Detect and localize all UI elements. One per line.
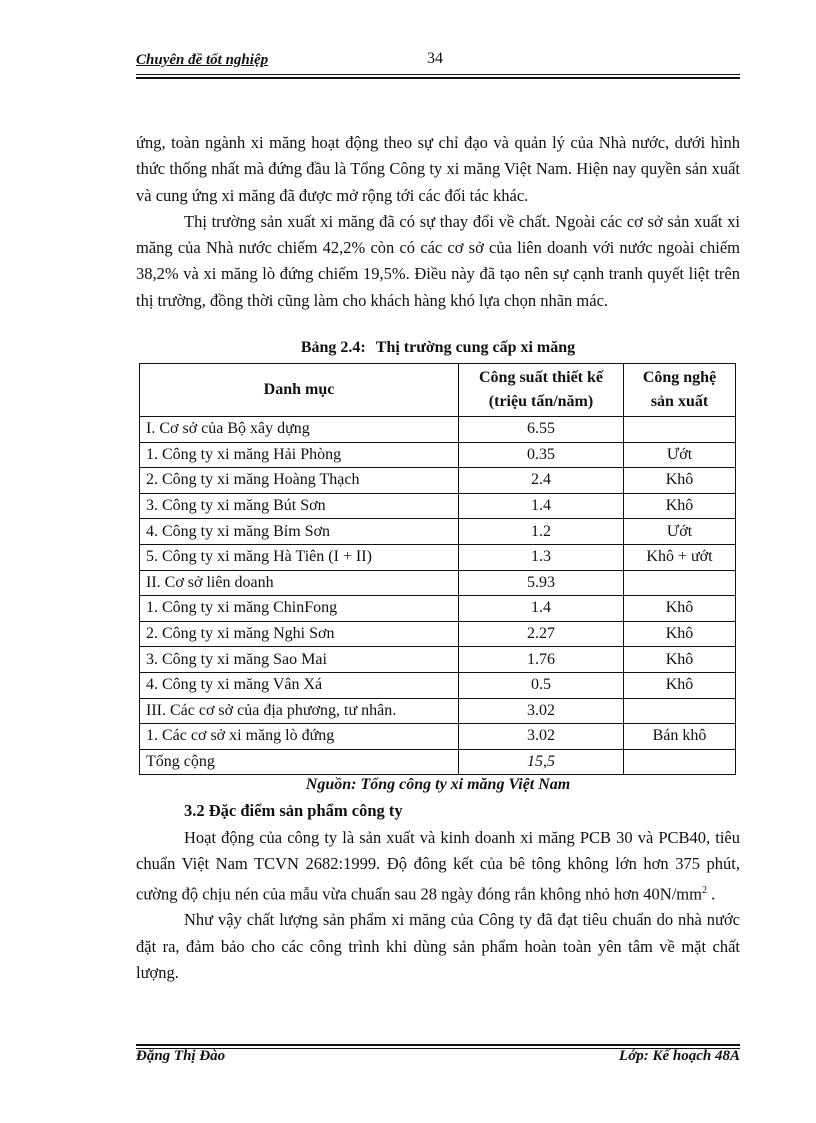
row-name: 1. Công ty xi măng ChinFong bbox=[140, 596, 459, 622]
table-row bbox=[140, 647, 736, 673]
row-name: II. Cơ sở liên doanh bbox=[140, 570, 459, 596]
row-tech: Khô bbox=[624, 493, 736, 519]
row-capacity: 1.3 bbox=[459, 544, 624, 570]
footer-class: Lớp: Kế hoạch 48A bbox=[619, 1048, 740, 1064]
row-tech: Ướt bbox=[624, 519, 736, 545]
row-name: III. Các cơ sở của địa phương, tư nhân. bbox=[140, 698, 459, 724]
row-capacity: 6.55 bbox=[459, 417, 624, 443]
row-capacity: 1.2 bbox=[459, 519, 624, 545]
row-capacity: 3.02 bbox=[459, 698, 624, 724]
section-heading: 3.2 Đặc điểm sản phẩm công ty bbox=[184, 801, 403, 820]
section-paragraph-2: Như vậy chất lượng sản phẩm xi măng của Công ty đã đạt tiêu chuẩn do nhà nước đặt ra, đảm bảo cho các công trình khi dùng sản phẩm hoàn toàn yên tâm về mặt chất lượng. bbox=[136, 910, 740, 982]
row-name: I. Cơ sở của Bộ xây dựng bbox=[140, 417, 459, 443]
header-tech bbox=[624, 364, 736, 417]
section-paragraphs bbox=[136, 825, 740, 986]
row-tech bbox=[624, 570, 736, 596]
row-tech: Khô bbox=[624, 672, 736, 698]
footer-author: Đặng Thị Đào bbox=[136, 1048, 226, 1064]
row-capacity: 2.4 bbox=[459, 468, 624, 494]
table-source: Nguồn: Tổng công ty xi măng Việt Nam bbox=[305, 776, 571, 793]
row-tech: Khô + ướt bbox=[624, 544, 736, 570]
paragraph-2: Thị trường sản xuất xi măng đã có sự thay đổi về chất. Ngoài các cơ sở sản xuất xi măng của Nhà nước chiếm 42,2% còn có các cơ sở của liên doanh với nước ngoài chiếm 38,2% và xi măng lò đứng chiếm 19,5%. Điều này đã tạo nên sự cạnh tranh quyết liệt trên thị trường, đồng thời cũng làm cho khách hàng khó lựa chọn nhãn mác. bbox=[136, 211, 740, 310]
cement-market-table bbox=[139, 363, 736, 775]
header-capacity-line1: Công suất thiết kế bbox=[478, 369, 603, 386]
total-tech bbox=[624, 749, 736, 775]
table-row bbox=[140, 442, 736, 468]
row-capacity: 1.4 bbox=[459, 493, 624, 519]
row-capacity: 3.02 bbox=[459, 724, 624, 750]
page-number: 34 bbox=[427, 50, 443, 67]
superscript: 2 bbox=[701, 884, 707, 896]
row-name: 2. Công ty xi măng Hoàng Thạch bbox=[140, 468, 459, 494]
section-paragraph-1 bbox=[136, 825, 740, 907]
table-row bbox=[140, 724, 736, 750]
table-row bbox=[140, 417, 736, 443]
total-name: Tổng cộng bbox=[140, 749, 459, 775]
total-capacity: 15,5 bbox=[459, 749, 624, 775]
row-name: 1. Công ty xi măng Hải Phòng bbox=[140, 442, 459, 468]
row-name: 1. Các cơ sở xi măng lò đứng bbox=[140, 724, 459, 750]
header-tech-line2: sản xuất bbox=[650, 393, 709, 410]
row-tech: Khô bbox=[624, 596, 736, 622]
row-capacity: 1.4 bbox=[459, 596, 624, 622]
table-caption-title: Thị trường cung cấp xi măng bbox=[375, 339, 576, 356]
table-row bbox=[140, 493, 736, 519]
table-row bbox=[140, 468, 736, 494]
table-header-row bbox=[140, 364, 736, 417]
row-tech bbox=[624, 417, 736, 443]
table-row bbox=[140, 672, 736, 698]
table-row bbox=[140, 544, 736, 570]
header-rule bbox=[136, 74, 740, 79]
row-tech: Khô bbox=[624, 621, 736, 647]
row-name: 3. Công ty xi măng Bút Sơn bbox=[140, 493, 459, 519]
header-capacity-line2: (triệu tấn/năm) bbox=[488, 393, 594, 410]
row-capacity: 5.93 bbox=[459, 570, 624, 596]
row-name: 5. Công ty xi măng Hà Tiên (I + II) bbox=[140, 544, 459, 570]
row-capacity: 2.27 bbox=[459, 621, 624, 647]
table-row bbox=[140, 519, 736, 545]
table-row bbox=[140, 698, 736, 724]
paragraph-1: ứng, toàn ngành xi măng hoạt động theo sự chỉ đạo và quản lý của Nhà nước, dưới hình thức thống nhất mà đứng đầu là Tổng Công ty xi măng Việt Nam. Hiện nay quyền sản xuất và cung ứng xi măng đã được mở rộng tới các đối tác khác. bbox=[136, 133, 740, 205]
header-tech-line1: Công nghệ bbox=[642, 369, 717, 386]
section-paragraph-1-end: . bbox=[706, 884, 716, 904]
table-row bbox=[140, 570, 736, 596]
row-capacity: 0.35 bbox=[459, 442, 624, 468]
row-capacity: 1.76 bbox=[459, 647, 624, 673]
table-row bbox=[140, 621, 736, 647]
row-name: 3. Công ty xi măng Sao Mai bbox=[140, 647, 459, 673]
row-name: 2. Công ty xi măng Nghi Sơn bbox=[140, 621, 459, 647]
table-caption-label: Bảng 2.4: bbox=[300, 339, 366, 356]
row-tech: Khô bbox=[624, 468, 736, 494]
header-capacity bbox=[459, 364, 624, 417]
header-category: Danh mục bbox=[140, 364, 459, 417]
intro-paragraphs bbox=[136, 130, 740, 314]
row-name: 4. Công ty xi măng Vân Xá bbox=[140, 672, 459, 698]
row-tech: Ướt bbox=[624, 442, 736, 468]
table-caption bbox=[136, 339, 740, 357]
header-title: Chuyên đề tốt nghiệp bbox=[136, 52, 269, 68]
row-tech bbox=[624, 698, 736, 724]
row-tech: Khô bbox=[624, 647, 736, 673]
table-total-row bbox=[140, 749, 736, 775]
row-capacity: 0.5 bbox=[459, 672, 624, 698]
section-paragraph-1-text: Hoạt động của công ty là sản xuất và kinh doanh xi măng PCB 30 và PCB40, tiêu chuẩn Việt Nam TCVN 2682:1999. Độ đông kết của bê tông không lớn hơn 375 phút, cường độ chịu nén của mẫu vừa chuẩn sau 28 ngày đóng rắn không nhỏ hơn 40N/mm bbox=[136, 828, 740, 904]
row-name: 4. Công ty xi măng Bỉm Sơn bbox=[140, 519, 459, 545]
table-row bbox=[140, 596, 736, 622]
row-tech: Bán khô bbox=[624, 724, 736, 750]
